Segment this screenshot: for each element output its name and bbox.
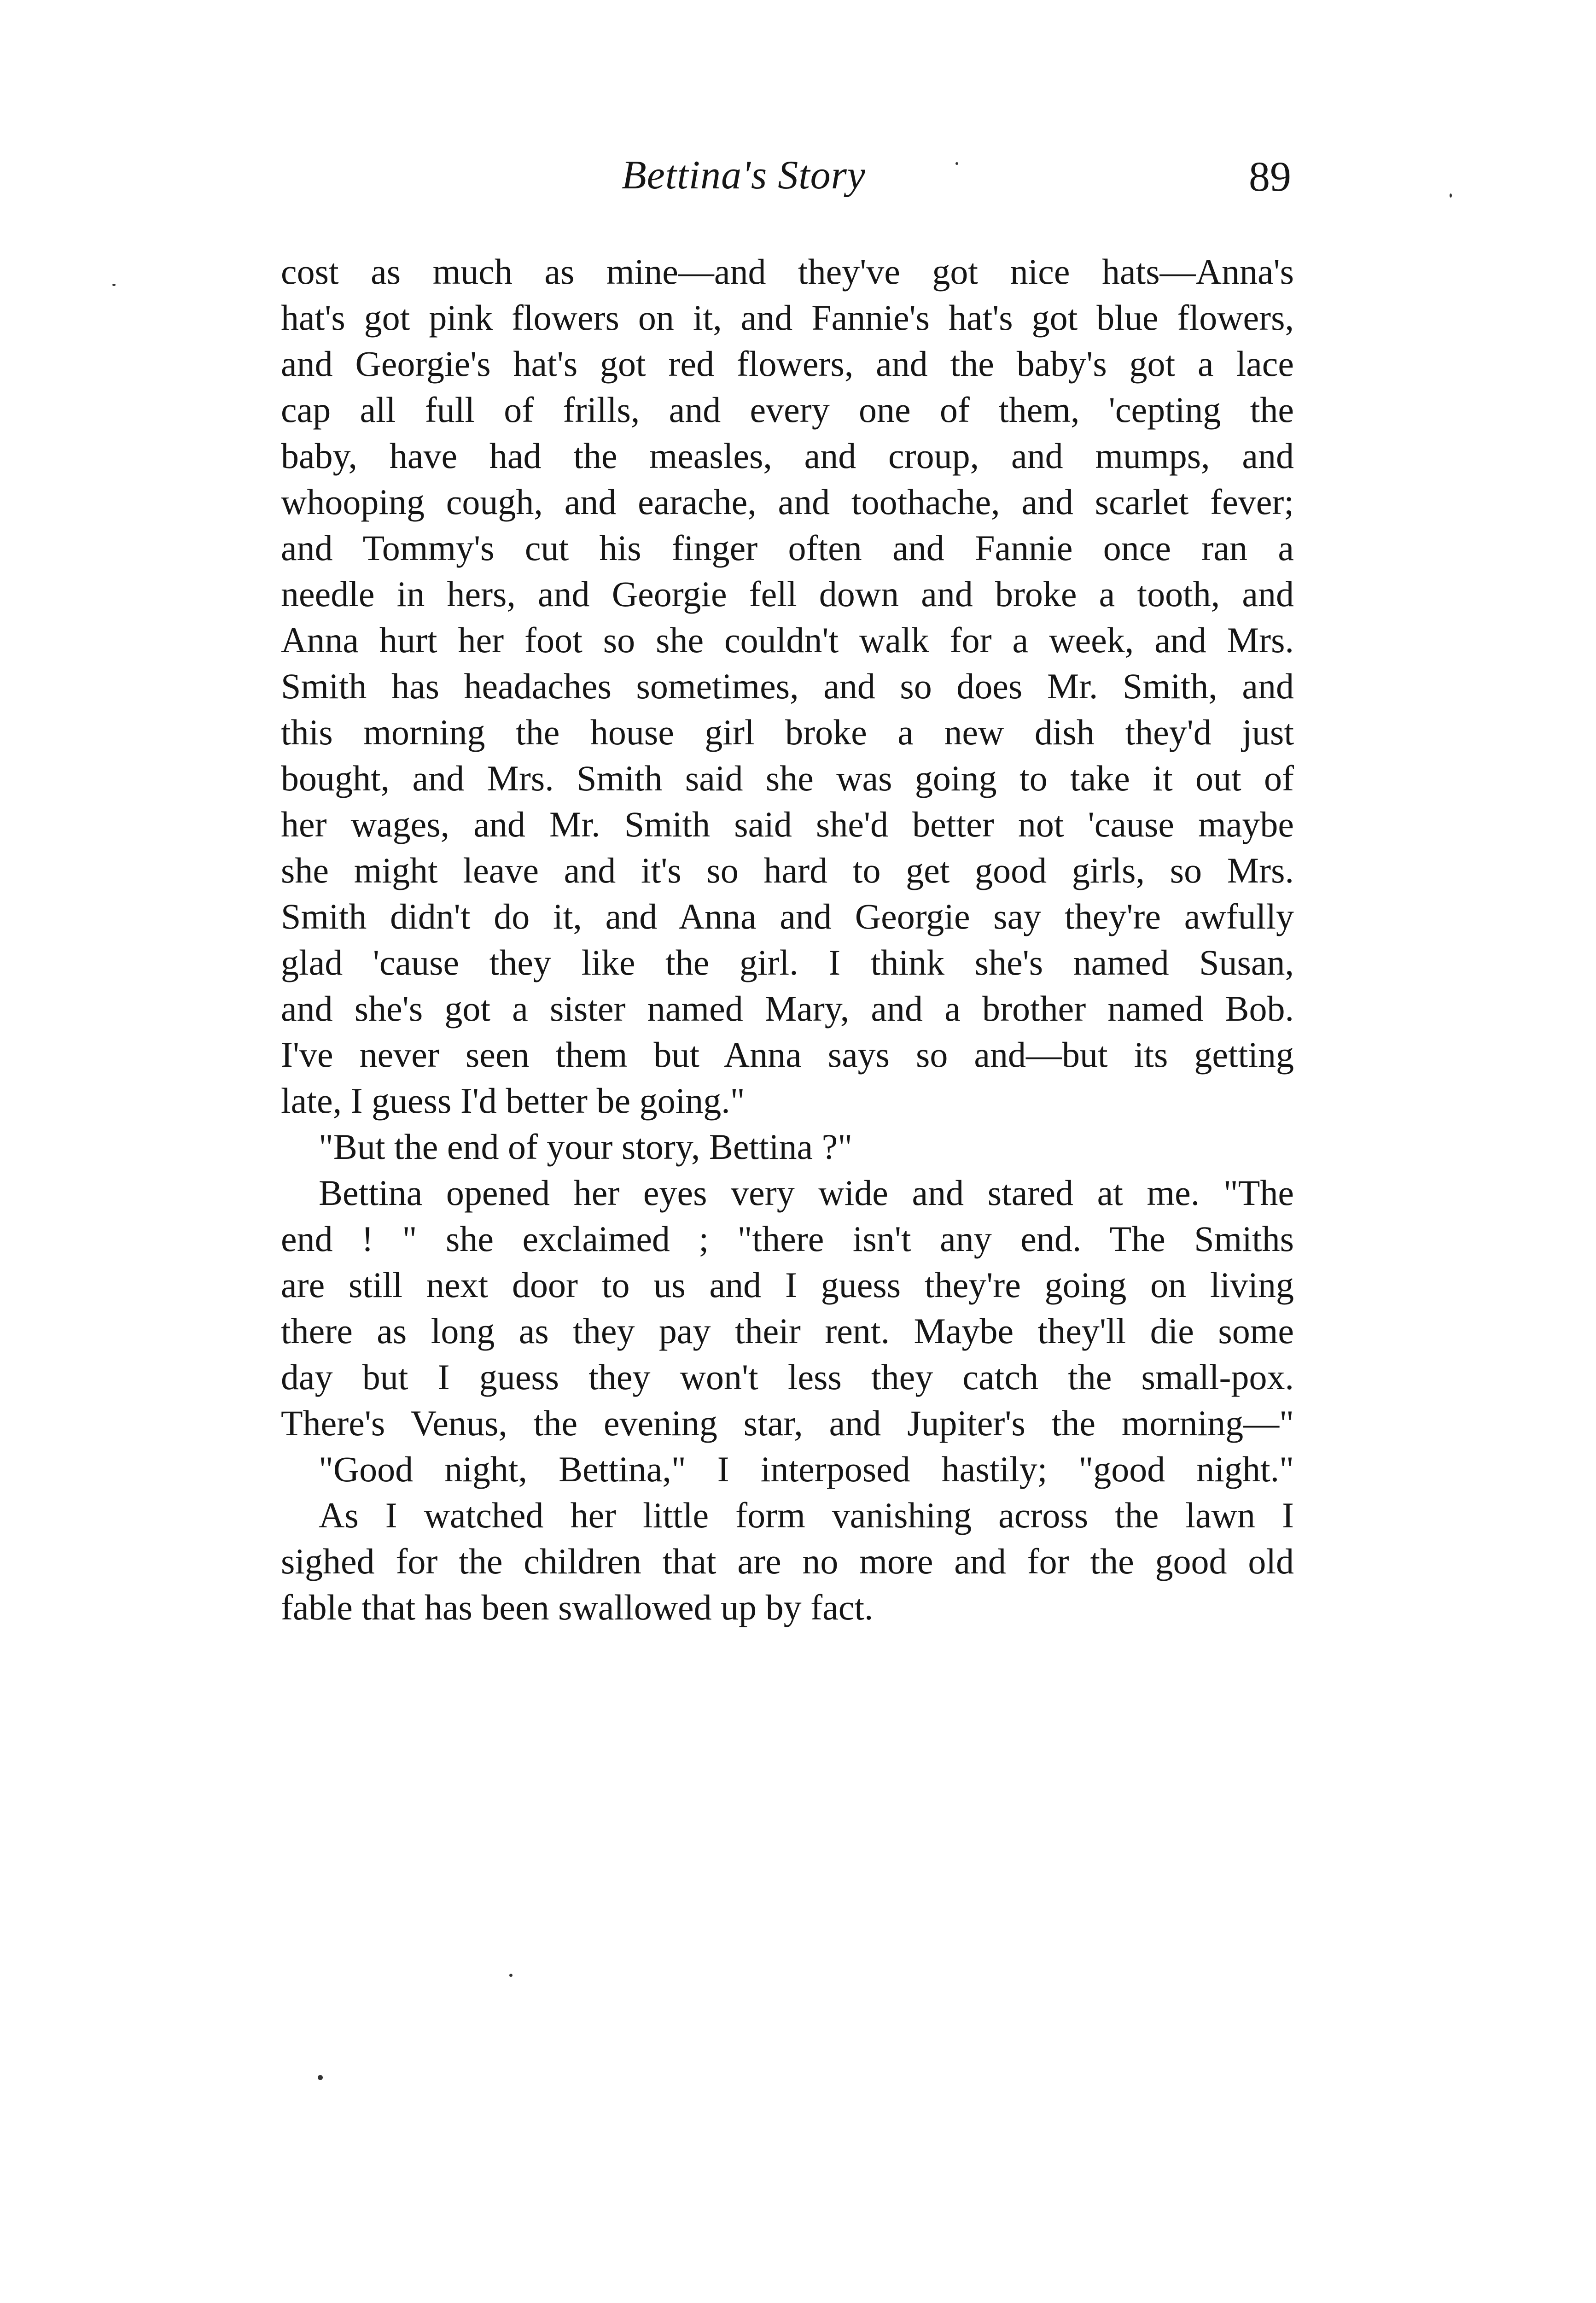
text-line: cap all full of frills, and every one of them, 'cepting the xyxy=(281,390,1294,430)
text-line: whooping cough, and earache, and toothache, and scarlet fever; xyxy=(281,482,1294,522)
speck xyxy=(318,2075,323,2080)
text-line: day but I guess they won't less they catch the small-pox. xyxy=(281,1357,1294,1397)
text-line: hat's got pink flowers on it, and Fannie's hat's got blue flowers, xyxy=(281,298,1294,338)
speck xyxy=(112,284,116,286)
text-line: There's Venus, the evening star, and Jupiter's the morning—" xyxy=(281,1403,1294,1443)
text-line: glad 'cause they like the girl. I think she's named Susan, xyxy=(281,942,1294,982)
speck xyxy=(509,1974,513,1977)
text-line: end ! " she exclaimed ; "there isn't any end. The Smiths xyxy=(281,1219,1294,1259)
text-line: cost as much as mine—and they've got nice hats—Anna's xyxy=(281,251,1294,292)
text-line: there as long as they pay their rent. Maybe they'll die some xyxy=(281,1311,1294,1351)
text-line: needle in hers, and Georgie fell down and broke a tooth, and xyxy=(281,574,1294,614)
text-line: As I watched her little form vanishing across the lawn I xyxy=(319,1495,1294,1535)
text-line: she might leave and it's so hard to get good girls, so Mrs. xyxy=(281,850,1294,890)
text-line: and Georgie's hat's got red flowers, and the baby's got a lace xyxy=(281,344,1294,384)
body-text xyxy=(281,249,1294,1631)
page-number: 89 xyxy=(1249,153,1291,200)
text-line: I've never seen them but Anna says so and—but its getting xyxy=(281,1035,1294,1075)
text-line: late, I guess I'd better be going." xyxy=(281,1081,745,1121)
text-line: and Tommy's cut his finger often and Fannie once ran a xyxy=(281,528,1294,568)
text-line: Smith has headaches sometimes, and so does Mr. Smith, and xyxy=(281,666,1294,706)
text-line: "But the end of your story, Bettina ?" xyxy=(319,1127,853,1167)
text-line: Bettina opened her eyes very wide and stared at me. "The xyxy=(319,1173,1294,1213)
text-line: and she's got a sister named Mary, and a brother named Bob. xyxy=(281,988,1294,1029)
text-line: bought, and Mrs. Smith said she was going to take it out of xyxy=(281,758,1294,798)
speck xyxy=(1450,193,1452,198)
text-line: "Good night, Bettina," I interposed hastily; "good night." xyxy=(319,1449,1294,1489)
text-line: this morning the house girl broke a new dish they'd just xyxy=(281,712,1294,752)
text-line: sighed for the children that are no more and for the good old xyxy=(281,1541,1294,1581)
text-line: her wages, and Mr. Smith said she'd better not 'cause maybe xyxy=(281,804,1294,844)
text-line: are still next door to us and I guess they're going on living xyxy=(281,1265,1294,1305)
running-title: Bettina's Story xyxy=(622,153,866,198)
text-line: Anna hurt her foot so she couldn't walk for a week, and Mrs. xyxy=(281,620,1294,660)
text-line: Smith didn't do it, and Anna and Georgie say they're awfully xyxy=(281,896,1294,936)
text-line: fable that has been swallowed up by fact. xyxy=(281,1587,874,1627)
text-line: baby, have had the measles, and croup, and mumps, and xyxy=(281,436,1294,476)
speck xyxy=(955,162,958,165)
